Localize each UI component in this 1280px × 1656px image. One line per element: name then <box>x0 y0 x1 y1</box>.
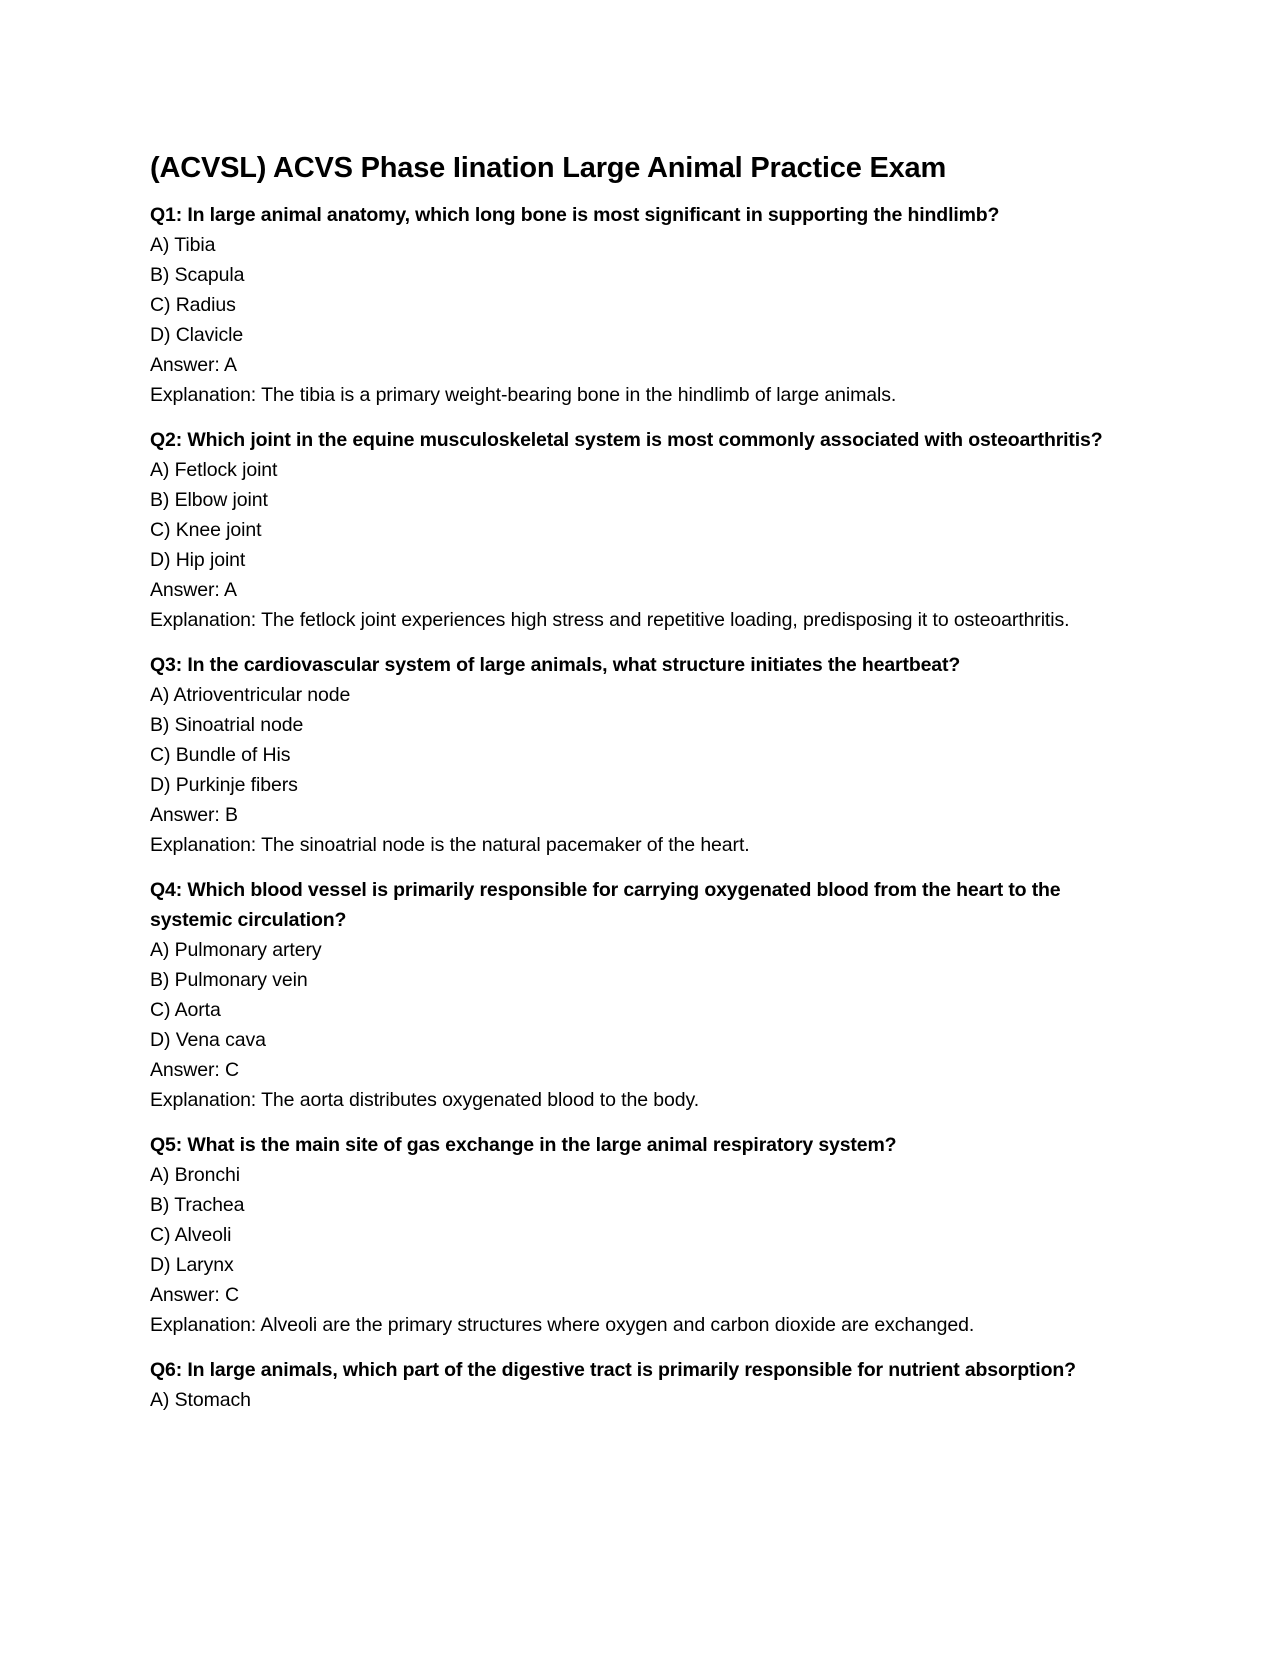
question-list <box>150 200 1140 1415</box>
answer-option: B) Scapula <box>150 264 245 286</box>
answer-option: A) Fetlock joint <box>150 459 278 481</box>
explanation-text: Explanation: The tibia is a primary weight-bearing bone in the hindlimb of large animals. <box>150 384 897 406</box>
answer-option: B) Trachea <box>150 1194 245 1216</box>
question-text: Q4: Which blood vessel is primarily responsible for carrying oxygenated blood from the heart to the systemic circulation? <box>150 879 1061 931</box>
answer-option: B) Sinoatrial node <box>150 714 304 736</box>
question-text: Q6: In large animals, which part of the digestive tract is primarily responsible for nutrient absorption? <box>150 1359 1076 1381</box>
answer-option: C) Radius <box>150 294 236 316</box>
explanation-text: Explanation: The fetlock joint experiences high stress and repetitive loading, predisposing it to osteoarthritis. <box>150 609 1070 631</box>
answer-option: A) Pulmonary artery <box>150 939 322 961</box>
question-block-q2 <box>150 425 1140 635</box>
question-text: Q1: In large animal anatomy, which long bone is most significant in supporting the hindlimb? <box>150 204 1000 226</box>
question-block-q4 <box>150 875 1140 1115</box>
answer-option: C) Bundle of His <box>150 744 291 766</box>
question-block-q6 <box>150 1355 1140 1415</box>
answer-option: C) Aorta <box>150 999 221 1021</box>
answer-key: Answer: C <box>150 1059 240 1081</box>
answer-option: C) Alveoli <box>150 1224 232 1246</box>
answer-option: B) Pulmonary vein <box>150 969 308 991</box>
answer-option: D) Clavicle <box>150 324 244 346</box>
answer-option: A) Bronchi <box>150 1164 241 1186</box>
question-block-q1 <box>150 200 1140 410</box>
question-text: Q3: In the cardiovascular system of large animals, what structure initiates the heartbeat? <box>150 654 961 676</box>
question-block-q3 <box>150 650 1140 860</box>
answer-option: A) Atrioventricular node <box>150 684 351 706</box>
question-block-q5 <box>150 1130 1140 1340</box>
explanation-text: Explanation: Alveoli are the primary structures where oxygen and carbon dioxide are exchanged. <box>150 1314 975 1336</box>
answer-option: D) Vena cava <box>150 1029 266 1051</box>
answer-key: Answer: B <box>150 804 238 826</box>
answer-key: Answer: C <box>150 1284 240 1306</box>
explanation-text: Explanation: The aorta distributes oxygenated blood to the body. <box>150 1089 700 1111</box>
answer-option: C) Knee joint <box>150 519 262 541</box>
answer-option: D) Hip joint <box>150 549 246 571</box>
answer-key: Answer: A <box>150 579 237 601</box>
answer-option: A) Tibia <box>150 234 216 256</box>
answer-option: D) Purkinje fibers <box>150 774 298 796</box>
answer-option: A) Stomach <box>150 1389 251 1411</box>
explanation-text: Explanation: The sinoatrial node is the natural pacemaker of the heart. <box>150 834 750 856</box>
answer-option: B) Elbow joint <box>150 489 268 511</box>
document-page <box>150 150 1140 1430</box>
answer-option: D) Larynx <box>150 1254 234 1276</box>
answer-key: Answer: A <box>150 354 237 376</box>
question-text: Q5: What is the main site of gas exchange in the large animal respiratory system? <box>150 1134 897 1156</box>
document-title: (ACVSL) ACVS Phase Iination Large Animal Practice Exam <box>150 152 947 184</box>
question-text: Q2: Which joint in the equine musculoskeletal system is most commonly associated with osteoarthritis? <box>150 429 1103 451</box>
